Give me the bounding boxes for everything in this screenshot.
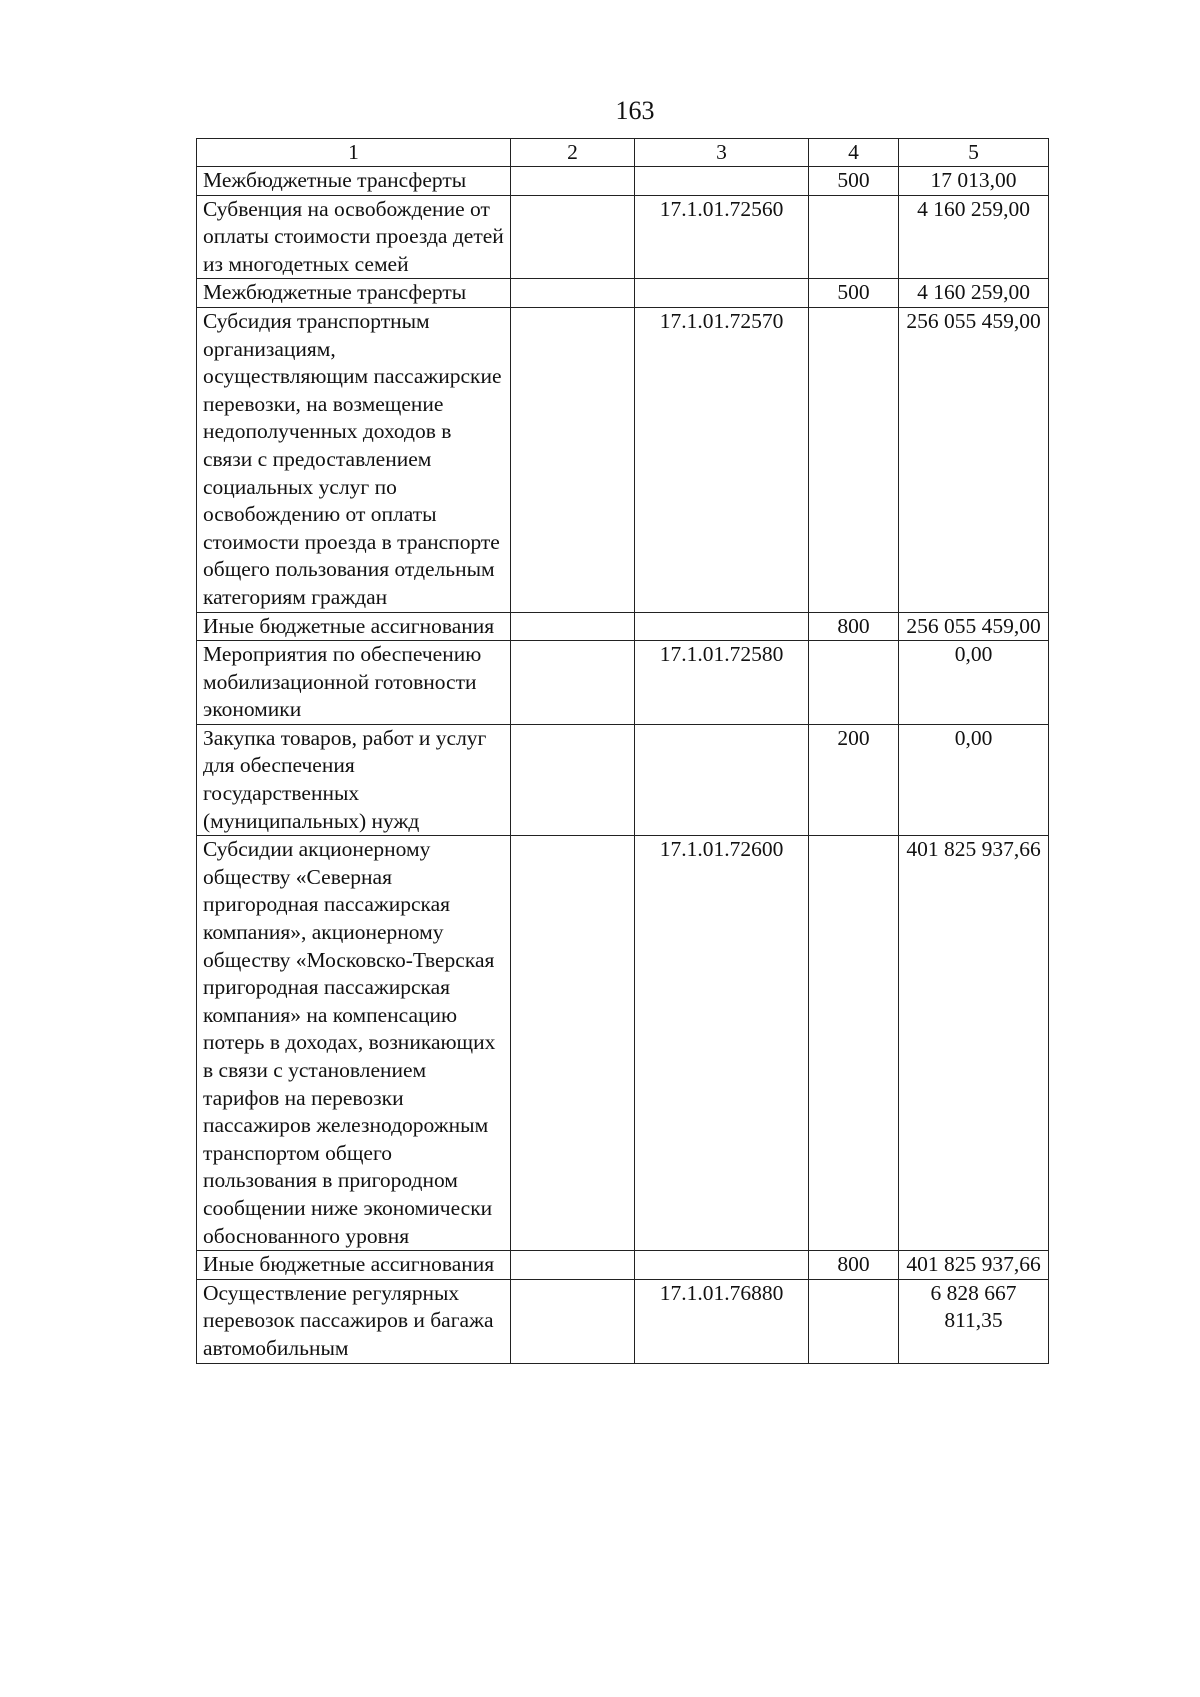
row-expense-type-cell: 500 <box>809 279 899 308</box>
row-expense-type-cell <box>809 195 899 279</box>
row-amount-cell: 4 160 259,00 <box>899 195 1049 279</box>
row-name-cell: Закупка товаров, работ и услуг для обеспечения государственных (муниципальных) нужд <box>197 724 511 835</box>
table-row <box>197 641 1049 725</box>
row-name-cell: Межбюджетные трансферты <box>197 167 511 196</box>
row-name-cell: Субсидия транспортным организациям, осуществляющим пассажирские перевозки, на возмещение недополученных доходов в связи с предоставлением социальных услуг по освобождению от оплаты стоимости проезда в транспорте общего пользования отдельным категориям граждан <box>197 307 511 612</box>
row-col2-cell <box>511 612 635 641</box>
table-row <box>197 612 1049 641</box>
budget-table-body <box>197 139 1049 1364</box>
table-row <box>197 307 1049 612</box>
row-expense-type-cell <box>809 836 899 1251</box>
table-row <box>197 279 1049 308</box>
row-amount-cell: 6 828 667 811,35 <box>899 1279 1049 1363</box>
row-amount-cell: 401 825 937,66 <box>899 1251 1049 1280</box>
row-expense-type-cell <box>809 307 899 612</box>
budget-table <box>196 138 1049 1364</box>
row-col2-cell <box>511 279 635 308</box>
row-target-code-cell <box>635 724 809 835</box>
table-row <box>197 1279 1049 1363</box>
table-row <box>197 167 1049 196</box>
row-expense-type-cell: 800 <box>809 1251 899 1280</box>
row-name-cell: Мероприятия по обеспечению мобилизационной готовности экономики <box>197 641 511 725</box>
row-name-cell: Иные бюджетные ассигнования <box>197 1251 511 1280</box>
row-name-cell: Иные бюджетные ассигнования <box>197 612 511 641</box>
row-target-code-cell <box>635 279 809 308</box>
column-header: 3 <box>635 139 809 167</box>
table-row <box>197 836 1049 1251</box>
row-col2-cell <box>511 836 635 1251</box>
row-col2-cell <box>511 195 635 279</box>
row-amount-cell: 4 160 259,00 <box>899 279 1049 308</box>
row-target-code-cell: 17.1.01.72580 <box>635 641 809 725</box>
row-amount-cell: 17 013,00 <box>899 167 1049 196</box>
row-target-code-cell: 17.1.01.72560 <box>635 195 809 279</box>
row-expense-type-cell: 200 <box>809 724 899 835</box>
row-target-code-cell <box>635 167 809 196</box>
column-header: 5 <box>899 139 1049 167</box>
row-expense-type-cell <box>809 641 899 725</box>
row-amount-cell: 0,00 <box>899 724 1049 835</box>
row-col2-cell <box>511 167 635 196</box>
row-col2-cell <box>511 1279 635 1363</box>
row-target-code-cell <box>635 612 809 641</box>
row-target-code-cell: 17.1.01.72600 <box>635 836 809 1251</box>
column-header: 1 <box>197 139 511 167</box>
row-expense-type-cell: 800 <box>809 612 899 641</box>
row-name-cell: Субвенция на освобождение от оплаты стоимости проезда детей из многодетных семей <box>197 195 511 279</box>
row-name-cell: Межбюджетные трансферты <box>197 279 511 308</box>
row-expense-type-cell: 500 <box>809 167 899 196</box>
row-col2-cell <box>511 641 635 725</box>
table-row <box>197 1251 1049 1280</box>
column-header: 4 <box>809 139 899 167</box>
column-header: 2 <box>511 139 635 167</box>
row-target-code-cell <box>635 1251 809 1280</box>
row-amount-cell: 256 055 459,00 <box>899 307 1049 612</box>
row-expense-type-cell <box>809 1279 899 1363</box>
row-amount-cell: 0,00 <box>899 641 1049 725</box>
row-target-code-cell: 17.1.01.72570 <box>635 307 809 612</box>
row-amount-cell: 256 055 459,00 <box>899 612 1049 641</box>
page-number: 163 <box>615 96 655 125</box>
table-header-row <box>197 139 1049 167</box>
row-col2-cell <box>511 307 635 612</box>
row-target-code-cell: 17.1.01.76880 <box>635 1279 809 1363</box>
row-col2-cell <box>511 724 635 835</box>
row-amount-cell: 401 825 937,66 <box>899 836 1049 1251</box>
table-row <box>197 195 1049 279</box>
row-name-cell: Осуществление регулярных перевозок пассажиров и багажа автомобильным <box>197 1279 511 1363</box>
row-col2-cell <box>511 1251 635 1280</box>
row-name-cell: Субсидии акционерному обществу «Северная пригородная пассажирская компания», акционерному обществу «Московско-Тверская пригородная пассажирская компания» на компенсацию потерь в доходах, возникающих в связи с установлением тарифов на перевозки пассажиров железнодорожным транспортом общего пользования в пригородном сообщении ниже экономически обоснованного уровня <box>197 836 511 1251</box>
table-row <box>197 724 1049 835</box>
